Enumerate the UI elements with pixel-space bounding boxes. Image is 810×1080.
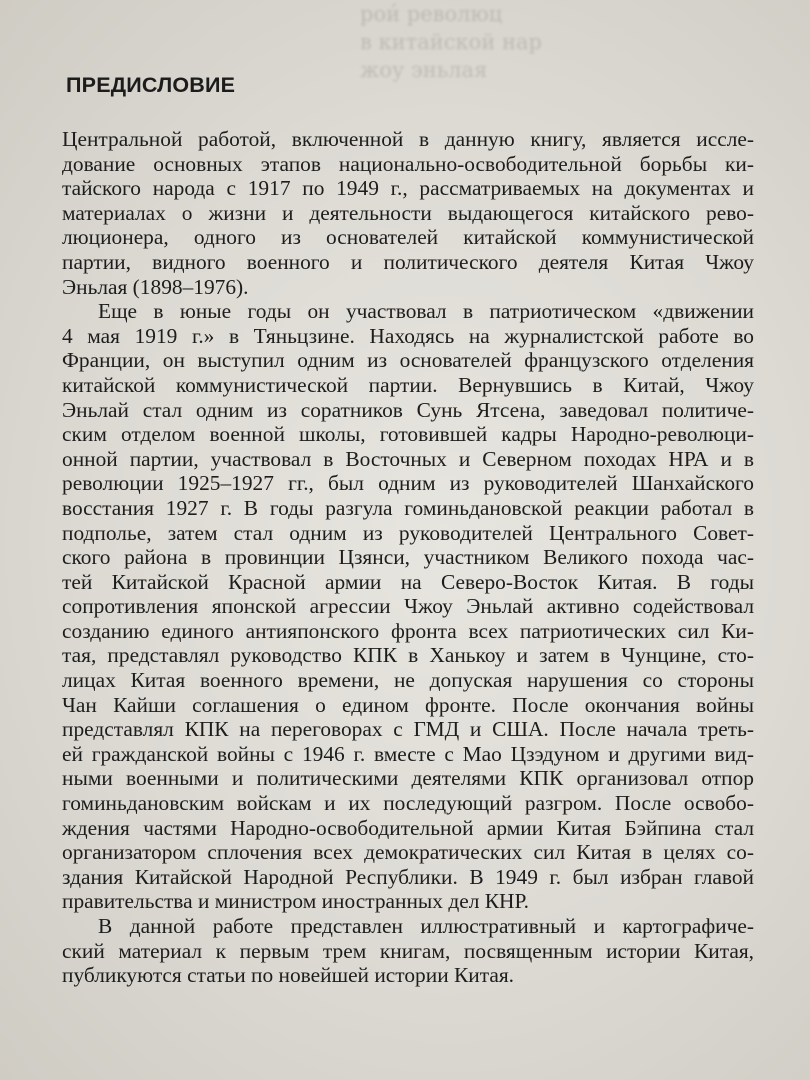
text-line: восстания 1927 г. В годы разгула гоминьдановской реакции работал в <box>62 495 754 520</box>
text-line: публикуются статьи по новейшей истории Китая. <box>62 963 515 988</box>
text-line: партии, видного военного и политического деятеля Китая Чжоу <box>62 249 754 274</box>
text-line: гоминьдановским войскам и их последующий разгром. После освобо- <box>62 791 754 816</box>
text-line: ский материал к первым трем книгам, посвященным истории Китая, <box>62 938 754 963</box>
paragraph <box>62 914 754 988</box>
text-line: революции 1925–1927 гг., был одним из руководителей Шанхайского <box>62 471 754 496</box>
bleed-line: рои́ революц <box>360 2 503 26</box>
text-line: Эньлая (1898–1976). <box>62 274 249 299</box>
text-line: правительства и министром иностранных дел КНР. <box>62 889 530 914</box>
text-line: организатором сплочения всех демократических сил Китая в целях со- <box>62 840 754 865</box>
text-line: китайской коммунистической партии. Вернувшись в Китай, Чжоу <box>62 372 754 397</box>
text-line: ского района в провинции Цзянси, участником Великого похода час- <box>62 545 754 570</box>
page-heading: ПРЕДИСЛОВИЕ <box>66 73 236 97</box>
text-line: тайского народа с 1917 по 1949 г., рассматриваемых на документах и <box>62 176 754 201</box>
text-line: лицах Китая военного времени, не допуская нарушения со стороны <box>62 668 754 693</box>
text-line: ским отделом военной школы, готовившей кадры Народно-революци- <box>62 422 754 447</box>
text-line: Эньлай стал одним из соратников Сунь Ятсена, заведовал политиче- <box>62 397 754 422</box>
text-line: Чан Кайши соглашения о едином фронте. После окончания войны <box>62 692 754 717</box>
text-line: Франции, он выступил одним из основателей французского отделения <box>62 348 754 373</box>
text-line: сопротивления японской агрессии Чжоу Эньлай активно содействовал <box>62 594 754 619</box>
text-line: дование основных этапов национально-освободительной борьбы ки- <box>62 151 754 176</box>
body-text <box>62 127 754 988</box>
text-line: тая, представлял руководство КПК в Ханькоу и затем в Чунцине, сто- <box>62 643 754 668</box>
text-line: подполье, затем стал одним из руководителей Центрального Совет- <box>62 520 754 545</box>
text-line: созданию единого антияпонского фронта всех патриотических сил Ки- <box>62 618 754 643</box>
text-line: ей гражданской войны с 1946 г. вместе с Мао Цзэдуном и другими вид- <box>62 741 754 766</box>
bleed-line: в китайской нар <box>360 30 542 54</box>
text-line: 4 мая 1919 г.» в Тяньцзине. Находясь на журналистской работе во <box>62 323 754 348</box>
text-line: тей Китайской Красной армии на Северо-Восток Китая. В годы <box>62 569 754 594</box>
bleed-line: жоу эньлая <box>360 58 488 82</box>
text-line: люционера, одного из основателей китайской коммунистической <box>62 225 754 250</box>
text-line: представлял КПК на переговорах с ГМД и США. После начала треть- <box>62 717 754 742</box>
text-line: материалах о жизни и деятельности выдающегося китайского рево- <box>62 200 754 225</box>
text-line: В данной работе представлен иллюстративный и картографиче- <box>98 914 754 938</box>
text-line: онной партии, участвовал в Восточных и Северном походах НРА и в <box>62 446 754 471</box>
text-line: ными военными и политическими деятелями КПК организовал отпор <box>62 766 754 791</box>
text-line: ждения частями Народно-освободительной армии Китая Бэйпина стал <box>62 815 754 840</box>
text-line: Еще в юные годы он участвовал в патриотическом «движении <box>98 299 754 324</box>
paragraph <box>62 127 754 299</box>
text-line: здания Китайской Народной Республики. В 1949 г. был избран главой <box>62 864 754 889</box>
paragraph <box>62 299 754 914</box>
text-line: Центральной работой, включенной в данную книгу, является иссле- <box>62 127 754 151</box>
